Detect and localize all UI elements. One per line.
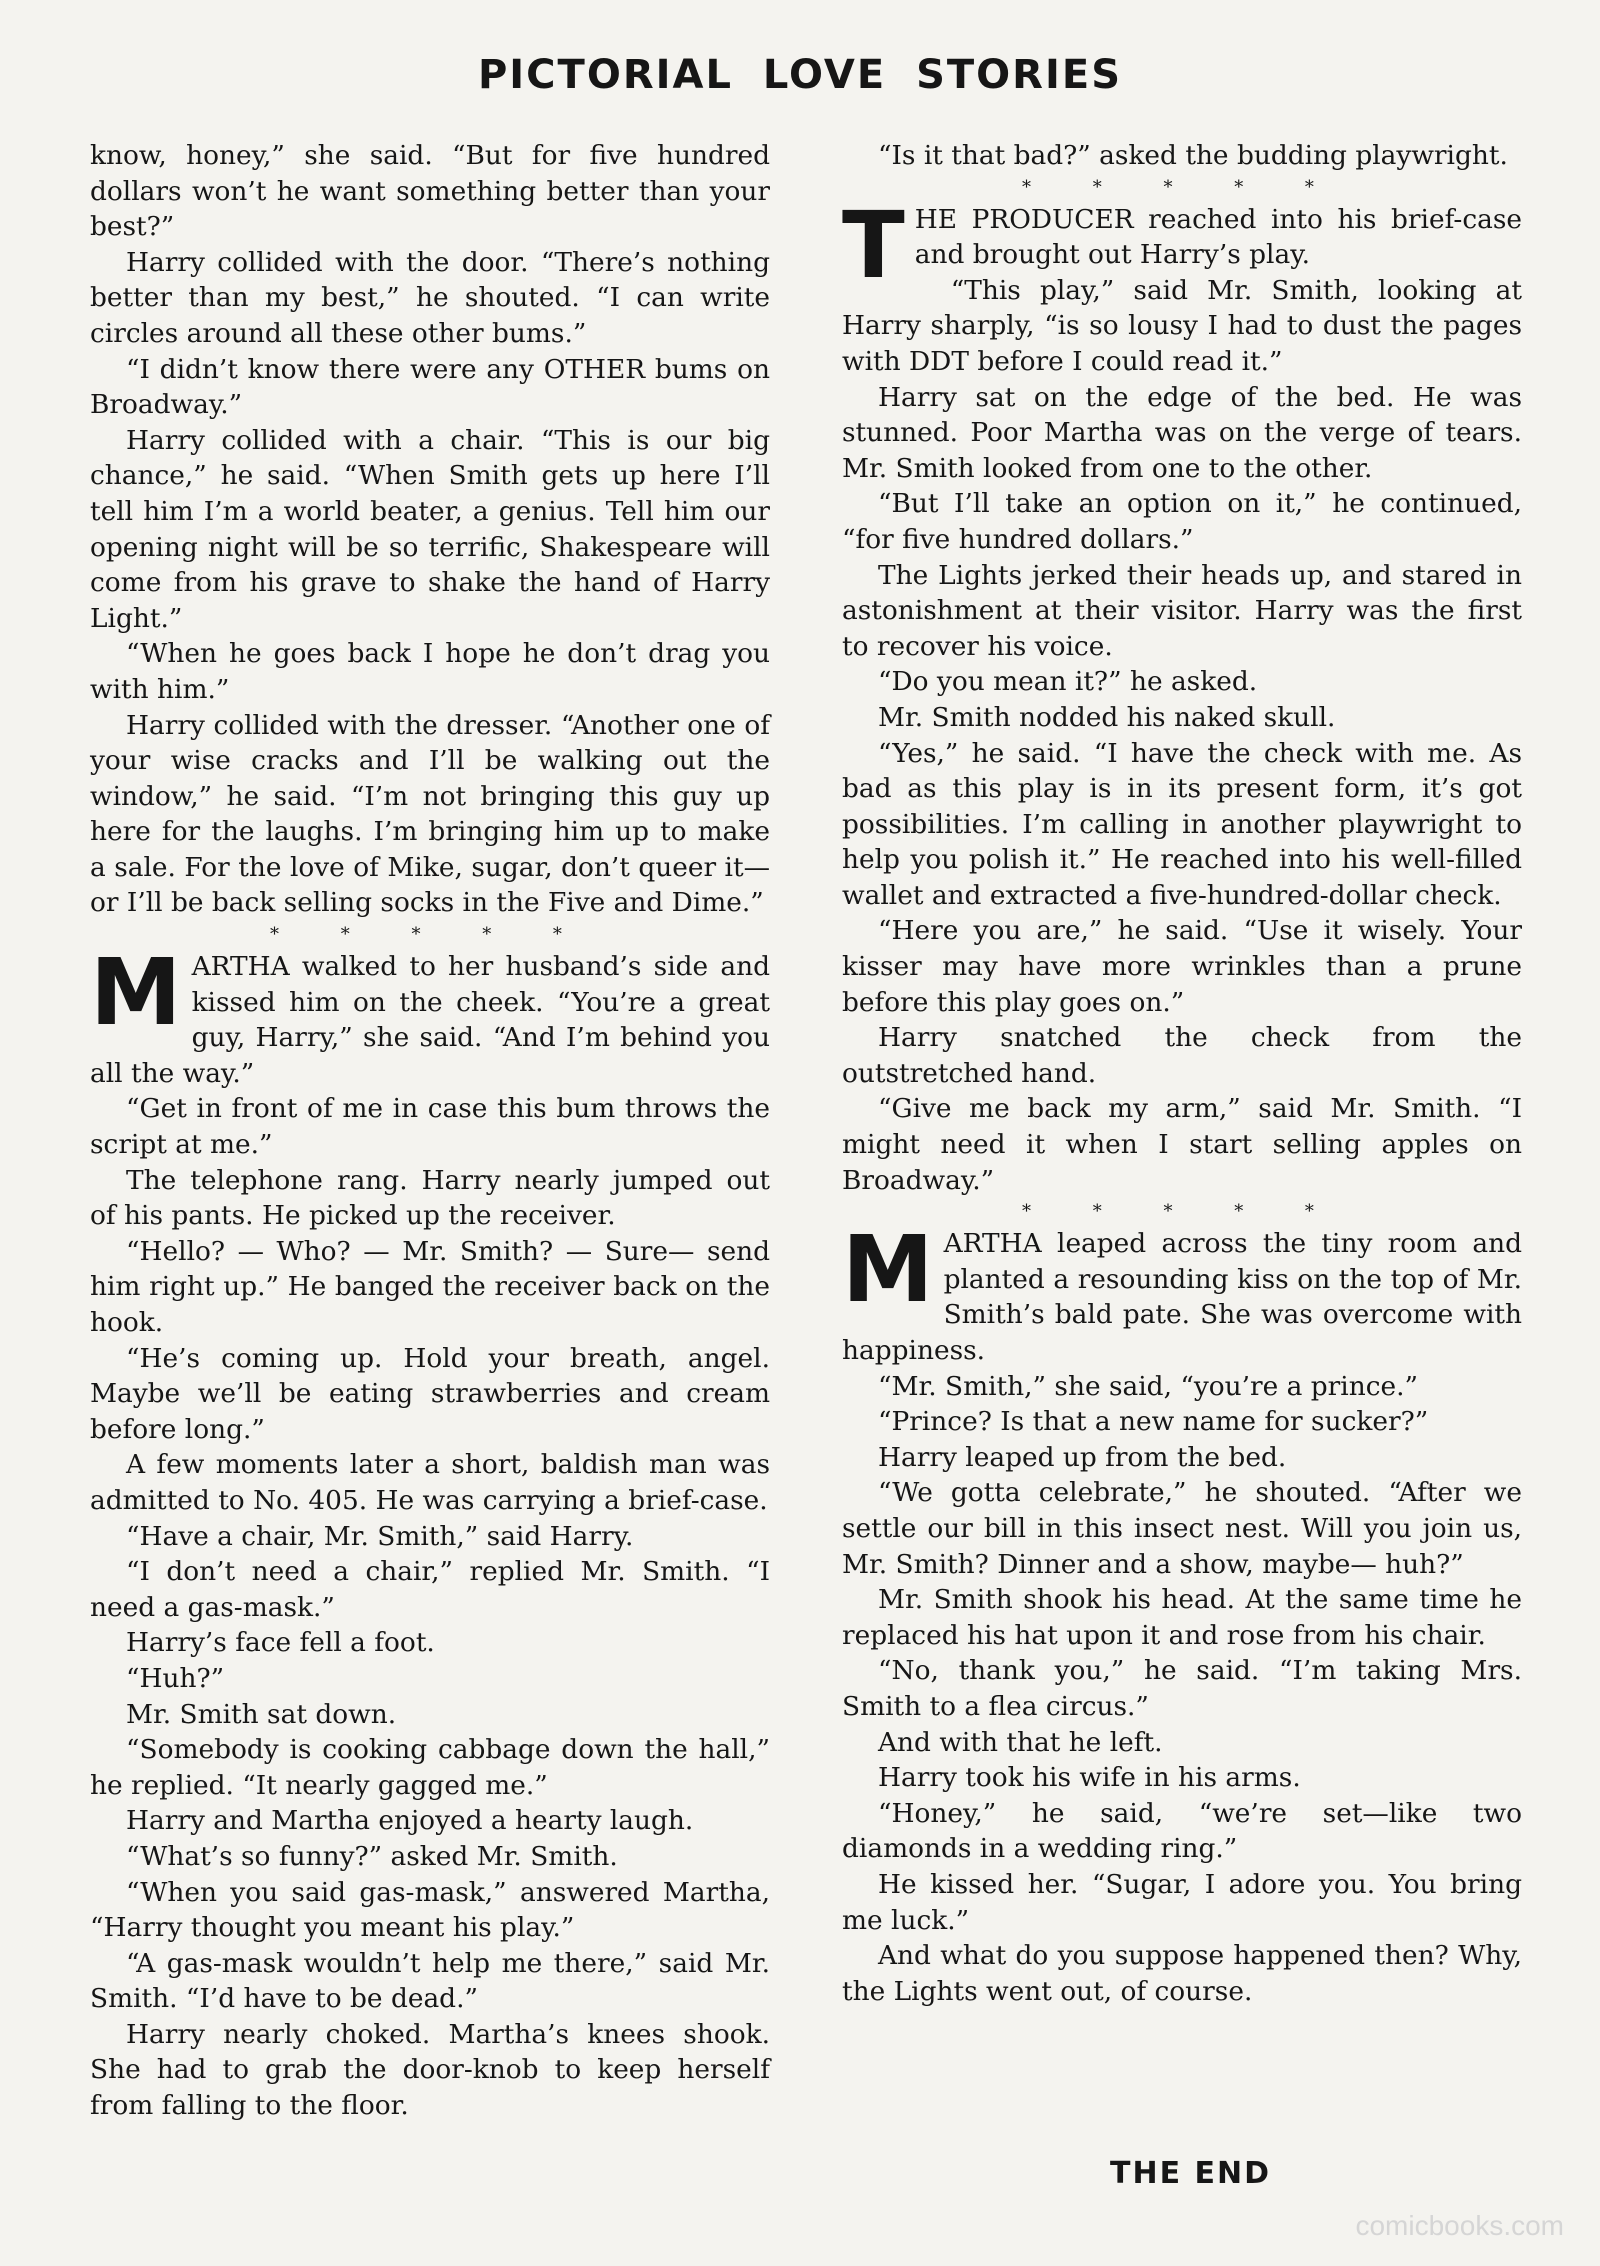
paragraph: “Somebody is cooking cabbage down the hall,” he replied. “It nearly gagged me.” bbox=[90, 1734, 770, 1801]
paragraph: A few moments later a short, baldish man was admitted to No. 405. He was carrying a brief-case. bbox=[90, 1449, 770, 1516]
paragraph: “I don’t need a chair,” replied Mr. Smith. “I need a gas-mask.” bbox=[90, 1556, 770, 1623]
paragraph: Harry and Martha enjoyed a hearty laugh. bbox=[126, 1805, 694, 1837]
paragraph: “This play,” said Mr. Smith, looking at Harry sharply, “is so lousy I had to dust the pages with DDT before I could read it.” bbox=[842, 274, 1522, 377]
section-separator: * * * * * bbox=[1022, 1201, 1342, 1223]
paragraph: “Huh?” bbox=[126, 1662, 225, 1694]
drop-cap: M bbox=[842, 1216, 934, 1324]
paragraph: The telephone rang. Harry nearly jumped out of his pants. He picked up the receiver. bbox=[90, 1164, 770, 1232]
paragraph: “When he goes back I hope he don’t drag you with him.” bbox=[90, 638, 770, 705]
paragraph: “A gas-mask wouldn’t help me there,” said Mr. Smith. “I’d have to be dead.” bbox=[90, 1947, 770, 2015]
paragraph: HE PRODUCER reached into his brief-case and brought out Harry’s play. bbox=[914, 203, 1522, 271]
the-end-label: THE END bbox=[1110, 2156, 1272, 2191]
paragraph: “When you said gas-mask,” answered Martha, “Harry thought you meant his play.” bbox=[90, 1876, 770, 1944]
paragraph: “Do you mean it?” he asked. bbox=[878, 666, 1258, 698]
paragraph: “He’s coming up. Hold your breath, angel. Maybe we’ll be eating strawberries and cream before long.” bbox=[90, 1342, 770, 1445]
paragraph: “Get in front of me in case this bum throws the script at me.” bbox=[90, 1093, 770, 1161]
paragraph: “Here you are,” he said. “Use it wisely. Your kisser may have more wrinkles than a prune before this play goes on.” bbox=[842, 915, 1522, 1018]
paragraph: Mr. Smith nodded his naked skull. bbox=[878, 701, 1336, 733]
paragraph: “But I’ll take an option on it,” he continued, “for five hundred dollars.” bbox=[842, 488, 1522, 555]
paragraph: “Is it that bad?” asked the budding playwright. bbox=[878, 140, 1508, 171]
page-title: PICTORIAL LOVE STORIES bbox=[477, 52, 1122, 98]
drop-cap: T bbox=[842, 191, 905, 299]
paragraph: Mr. Smith shook his head. At the same time he replaced his hat upon it and rose from his chair. bbox=[842, 1584, 1522, 1651]
paragraph: And what do you suppose happened then? Why, the Lights went out, of course. bbox=[842, 1940, 1522, 2007]
paragraph: Harry collided with the door. “There’s nothing better than my best,” he shouted. “I can write circles around all these other bums.” bbox=[90, 246, 770, 349]
paragraph: ARTHA leaped across the tiny room and planted a resounding kiss on the top of Mr. Smith’s bald pate. She was overcome with happiness. bbox=[842, 1228, 1522, 1366]
paragraph: Harry took his wife in his arms. bbox=[878, 1762, 1301, 1794]
right-column bbox=[842, 138, 1522, 2009]
paragraph: Harry leaped up from the bed. bbox=[878, 1441, 1287, 1473]
paragraph: ARTHA walked to her husband’s side and kissed him on the cheek. “You’re a great guy, Harry,” she said. “And I’m behind you all the way.” bbox=[90, 951, 770, 1089]
paragraph: And with that he left. bbox=[878, 1726, 1163, 1758]
paragraph: “Honey,” he said, “we’re set—like two diamonds in a wedding ring.” bbox=[842, 1797, 1522, 1865]
paragraph: “Have a chair, Mr. Smith,” said Harry. bbox=[126, 1520, 634, 1552]
drop-cap: M bbox=[90, 939, 182, 1047]
paragraph: Harry snatched the check from the outstretched hand. bbox=[842, 1022, 1522, 1089]
paragraph: Harry nearly choked. Martha’s knees shook. She had to grab the door-knob to keep herself from falling to the floor. bbox=[90, 2018, 770, 2122]
paragraph: “What’s so funny?” asked Mr. Smith. bbox=[126, 1840, 618, 1872]
section-separator: * * * * * bbox=[270, 924, 590, 946]
paragraph: Harry sat on the edge of the bed. He was stunned. Poor Martha was on the verge of tears. Mr. Smith looked from one to the other. bbox=[842, 381, 1522, 484]
section-separator: * * * * * bbox=[1022, 176, 1342, 198]
paragraph: Harry collided with the dresser. “Another one of your wise cracks and I’ll be walking out the window,” he said. “I’m not bringing this guy up here for the laughs. I’m bringing him up to make a sale. For the love of Mike, sugar, don’t queer it—or I’ll be back selling socks in the Five and Dime.” bbox=[90, 709, 770, 919]
paragraph: Mr. Smith sat down. bbox=[126, 1698, 397, 1730]
paragraph: “No, thank you,” he said. “I’m taking Mrs. Smith to a flea circus.” bbox=[842, 1655, 1522, 1722]
paragraph: “Yes,” he said. “I have the check with me. As bad as this play is in its present form, it’s got possibilities. I’m calling in another playwright to help you polish it.” He reached into his well-filled wallet and extracted a five-hundred-dollar check. bbox=[842, 737, 1522, 911]
paragraph: “Prince? Is that a new name for sucker?” bbox=[878, 1406, 1429, 1438]
paragraph: “Give me back my arm,” said Mr. Smith. “I might need it when I start selling apples on Broadway.” bbox=[842, 1093, 1522, 1196]
paragraph: “We gotta celebrate,” he shouted. “After we settle our bill in this insect nest. Will you join us, Mr. Smith? Dinner and a show, maybe— huh?” bbox=[842, 1477, 1522, 1580]
paragraph: The Lights jerked their heads up, and stared in astonishment at their visitor. Harry was the first to recover his voice. bbox=[842, 559, 1522, 662]
left-column bbox=[90, 138, 770, 2124]
paragraph: know, honey,” she said. “But for five hundred dollars won’t he want something better than your best?” bbox=[90, 140, 770, 243]
paragraph: He kissed her. “Sugar, I adore you. You bring me luck.” bbox=[842, 1868, 1522, 1936]
watermark: comicbooks.com bbox=[1355, 2210, 1564, 2241]
paragraph: Harry’s face fell a foot. bbox=[126, 1627, 435, 1659]
paragraph: “Hello? — Who? — Mr. Smith? — Sure— send him right up.” He banged the receiver back on the hook. bbox=[90, 1235, 770, 1338]
paragraph: Harry collided with a chair. “This is our big chance,” he said. “When Smith gets up here I’ll tell him I’m a world beater, a genius. Tell him our opening night will be so terrific, Shakespeare will come from his grave to shake the hand of Harry Light.” bbox=[90, 424, 770, 634]
paragraph: “Mr. Smith,” she said, “you’re a prince.” bbox=[878, 1370, 1419, 1402]
paragraph: “I didn’t know there were any OTHER bums on Broadway.” bbox=[90, 353, 770, 421]
